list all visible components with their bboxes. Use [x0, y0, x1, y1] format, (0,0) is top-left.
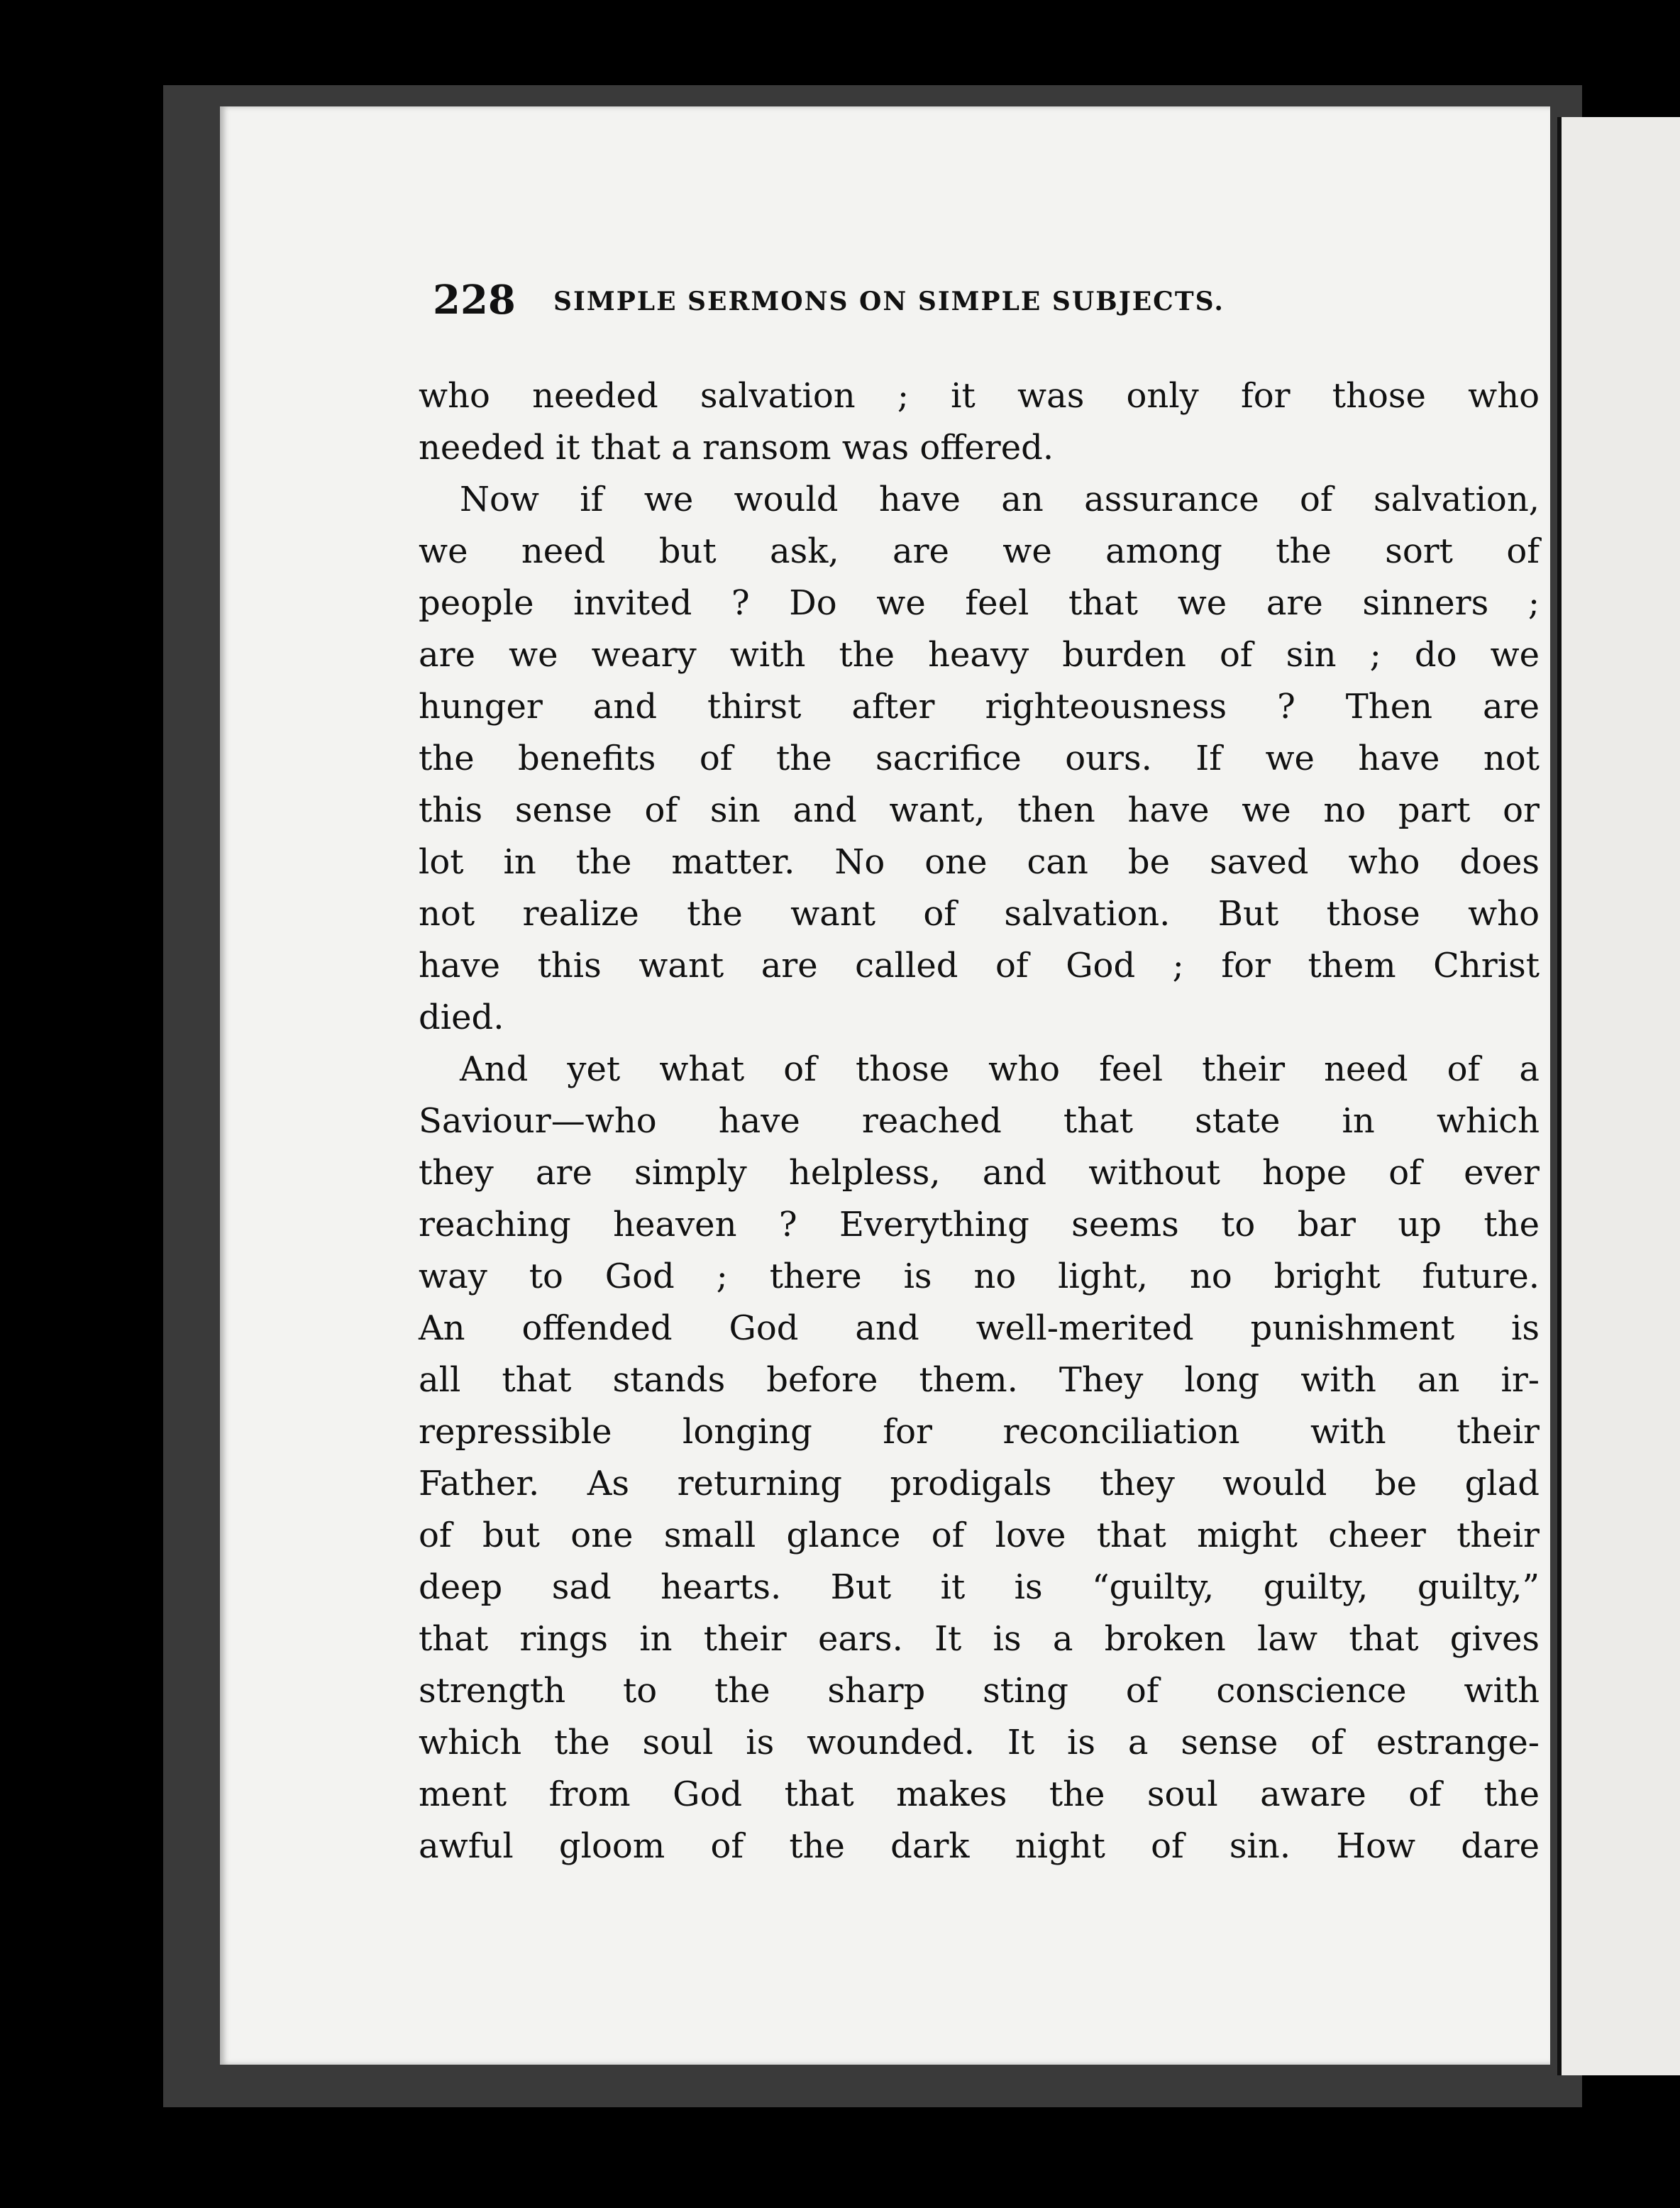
text-line: of but one small glance of love that might cheer their — [419, 1516, 1540, 1555]
adjacent-page-edge — [1557, 117, 1680, 2075]
text-line: hunger and thirst after righteousness ? Then are — [419, 687, 1540, 727]
text-line: who needed salvation ; it was only for those who — [419, 376, 1540, 416]
text-line: all that stands before them. They long with an ir- — [419, 1360, 1540, 1400]
text-line: we need but ask, are we among the sort of — [419, 531, 1540, 571]
text-line: way to God ; there is no light, no bright future. — [419, 1257, 1540, 1296]
book-page — [220, 106, 1550, 2065]
text-line: An offended God and well-merited punishment is — [419, 1308, 1540, 1348]
text-line: this sense of sin and want, then have we no part or — [419, 790, 1540, 830]
text-line: awful gloom of the dark night of sin. How dare — [419, 1826, 1540, 1866]
text-line: they are simply helpless, and without hope of ever — [419, 1153, 1540, 1193]
text-line: Saviour—who have reached that state in which — [419, 1101, 1540, 1141]
running-title: SIMPLE SERMONS ON SIMPLE SUBJECTS. — [553, 287, 1225, 316]
text-line: the benefits of the sacrifice ours. If we have not — [419, 739, 1540, 778]
text-line: repressible longing for reconciliation with their — [419, 1412, 1540, 1452]
text-line: lot in the matter. No one can be saved who does — [419, 842, 1540, 882]
text-line: Father. As returning prodigals they would be glad — [419, 1464, 1540, 1503]
text-line: needed it that a ransom was offered. — [419, 428, 1054, 468]
text-line: strength to the sharp sting of conscience with — [419, 1671, 1540, 1711]
text-line: are we weary with the heavy burden of sin ; do we — [419, 635, 1540, 675]
text-line: ment from God that makes the soul aware of the — [419, 1774, 1540, 1814]
text-line: deep sad hearts. But it is “guilty, guilty, guilty,” — [419, 1567, 1540, 1607]
text-line: reaching heaven ? Everything seems to bar up the — [419, 1205, 1540, 1244]
running-head — [220, 277, 1550, 333]
text-line: that rings in their ears. It is a broken law that gives — [419, 1619, 1540, 1659]
text-line: have this want are called of God ; for them Christ — [419, 946, 1540, 986]
page-number: 228 — [433, 277, 516, 324]
text-line: which the soul is wounded. It is a sense of estrange- — [419, 1723, 1540, 1762]
text-line: people invited ? Do we feel that we are sinners ; — [419, 583, 1540, 623]
text-line: And yet what of those who feel their need of a — [460, 1049, 1540, 1089]
text-line: died. — [419, 998, 504, 1037]
text-line: Now if we would have an assurance of salvation, — [460, 480, 1540, 519]
text-line: not realize the want of salvation. But those who — [419, 894, 1540, 934]
sermon-text — [419, 370, 1540, 1872]
